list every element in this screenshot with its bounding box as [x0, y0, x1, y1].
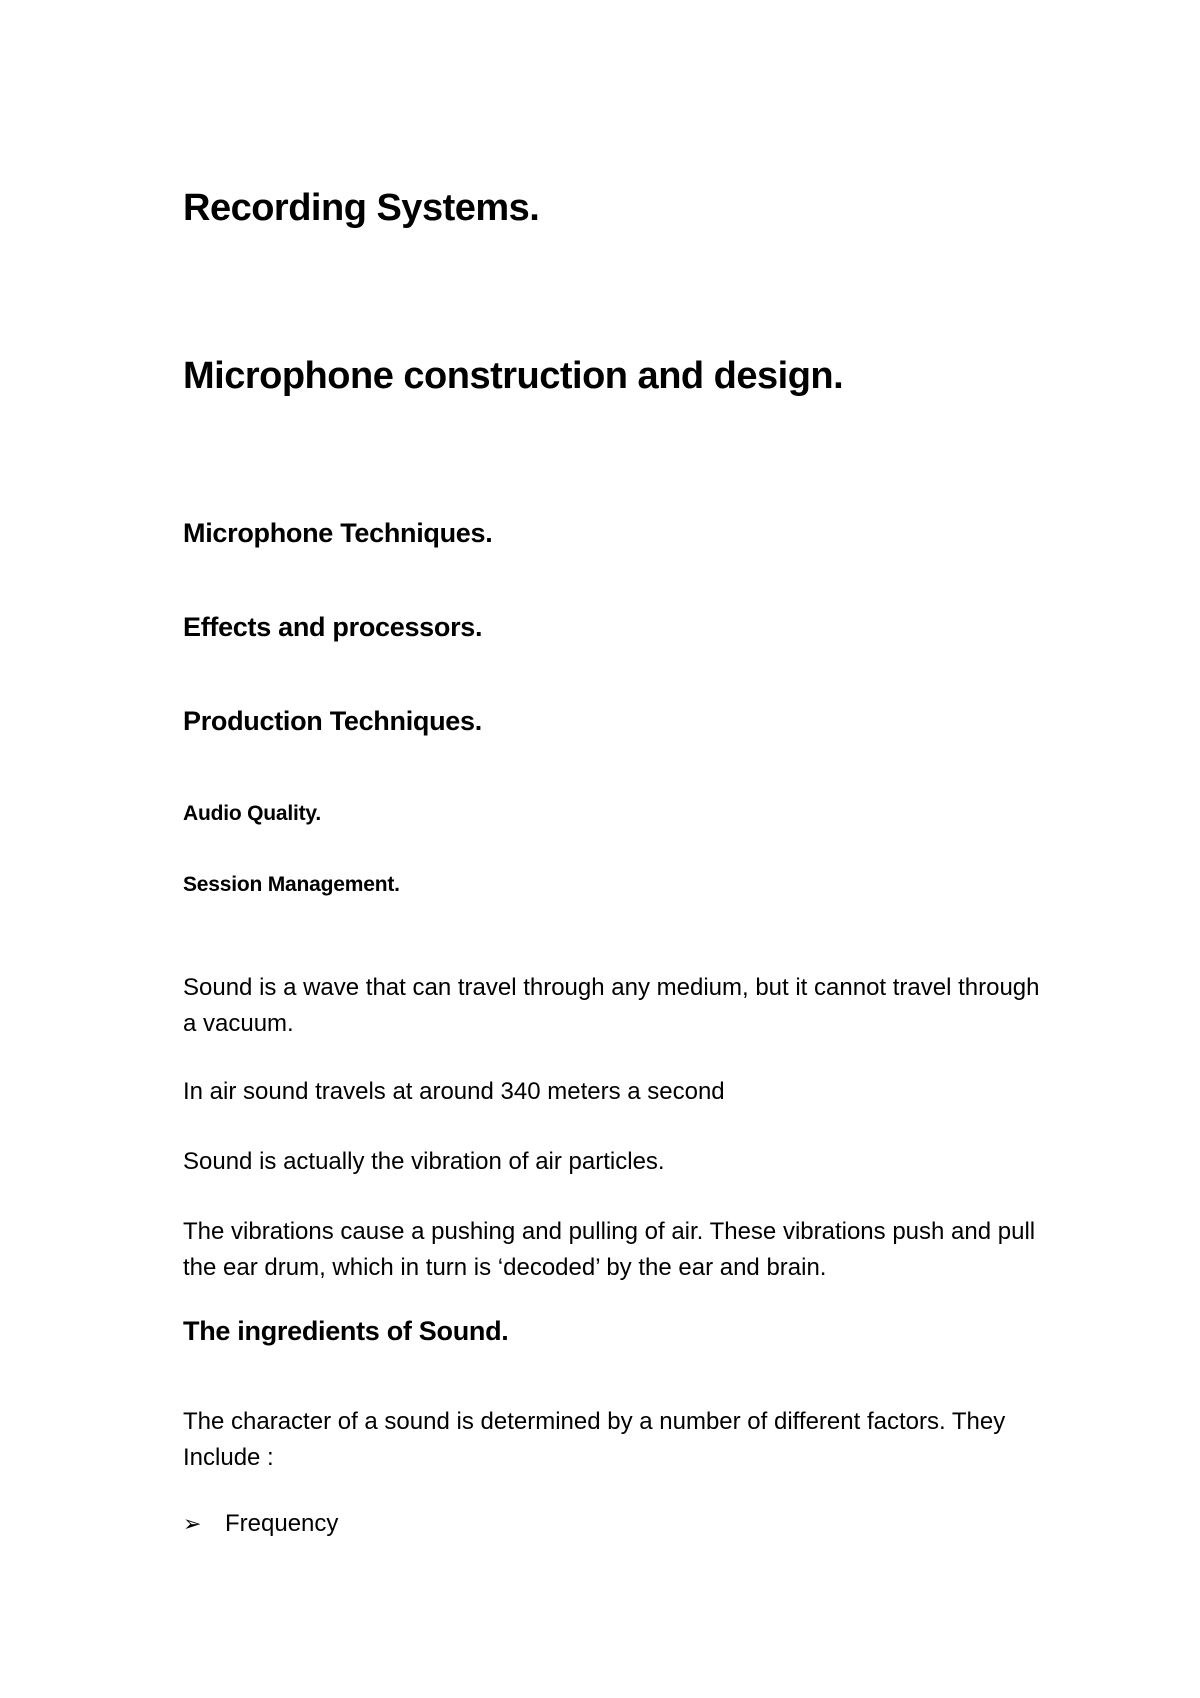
- topic-heading: Production Techniques.: [183, 706, 482, 736]
- topic-heading: Effects and processors.: [183, 612, 483, 642]
- paragraph: In air sound travels at around 340 meters a second: [183, 1078, 725, 1105]
- paragraph: Sound is a wave that can travel through any medium, but it cannot travel through a vacuum.: [183, 974, 1040, 1037]
- document-title: Recording Systems.: [183, 187, 540, 229]
- section-paragraph: The character of a sound is determined by a number of different factors. They Include :: [183, 1408, 1006, 1471]
- document-subtitle: Microphone construction and design.: [183, 355, 844, 397]
- topic-heading: Microphone Techniques.: [183, 518, 493, 548]
- subtopic-heading: Session Management.: [183, 873, 400, 896]
- bullet-list-item: [183, 1510, 338, 1538]
- bullet-label: Frequency: [225, 1510, 339, 1537]
- section-heading: The ingredients of Sound.: [183, 1316, 509, 1346]
- paragraph: Sound is actually the vibration of air particles.: [183, 1148, 665, 1175]
- paragraph: The vibrations cause a pushing and pulling of air. These vibrations push and pull the ear drum, which in turn is ‘decoded’ by the ear and brain.: [183, 1218, 1036, 1281]
- subtopic-heading: Audio Quality.: [183, 802, 321, 825]
- arrowhead-bullet-icon: ➢: [183, 1511, 202, 1537]
